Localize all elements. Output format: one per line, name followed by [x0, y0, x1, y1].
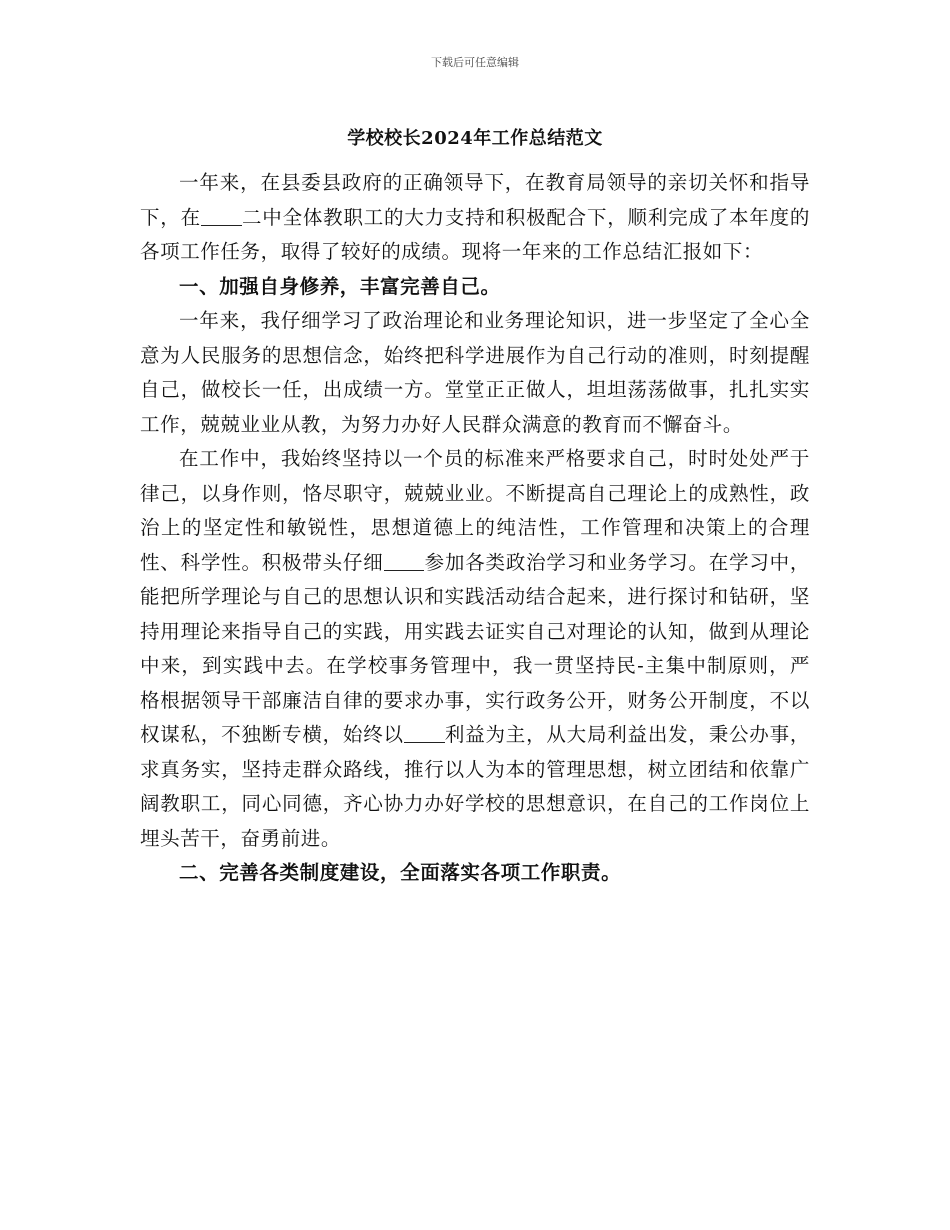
paragraph-intro-text-b: 二中全体教职工的大力支持和积极配合下，顺利完成了本年度的各项工作任务，取得了较好的成绩。现将一年来的工作总结汇报如下： [140, 205, 810, 263]
paragraph-work-conduct [140, 442, 810, 856]
document-title: 学校校长2024年工作总结范文 [347, 128, 603, 149]
document-body [140, 166, 810, 891]
blank-underline [384, 550, 425, 571]
paragraph-intro-text-a: 一年来，在县委县政府的正确领导下，在教育局领导的亲切关怀和指导下，在 [140, 171, 810, 229]
blank-underline [404, 723, 445, 744]
paragraph-self-cultivation: 一年来，我仔细学习了政治理论和业务理论知识，进一步坚定了全心全意为人民服务的思想信念，始终把科学进展作为自己行动的准则，时刻提醒自己，做校长一任，出成绩一方。堂堂正正做人，坦坦荡荡做事，扎扎实实工作，兢兢业业从教，为努力办好人民群众满意的教育而不懈奋斗。 [140, 309, 810, 436]
section-heading-1: 一、加强自身修养，丰富完善自己。 [179, 274, 501, 298]
paragraph-intro [140, 166, 810, 270]
paragraph-work-conduct-text-c: 利益为主，从大局利益出发，秉公办事，求真务实，坚持走群众路线，推行以人为本的管理思想，树立团结和依靠广阔教职工，同心同德，齐心协力办好学校的思想意识，在自己的工作岗位上埋头苦干，奋勇前进。 [140, 723, 810, 850]
blank-underline [201, 205, 242, 226]
paragraph-work-conduct-text-a: 在工作中，我始终坚持以一个员的标准来严格要求自己，时时处处严于律己，以身作则，恪尽职守，兢兢业业。不断提高自己理论上的成熟性，政治上的坚定性和敏锐性，思想道德上的纯洁性，工作管理和决策上的合理性、科学性。积极带头仔细 [140, 447, 810, 574]
section-heading-2: 二、完善各类制度建设，全面落实各项工作职责。 [179, 861, 622, 884]
header-note: 下载后可任意编辑 [431, 56, 519, 69]
paragraph-work-conduct-text-b: 参加各类政治学习和业务学习。在学习中，能把所学理论与自己的思想认识和实践活动结合起来，进行探讨和钻研，坚持用理论来指导自己的实践，用实践去证实自己对理论的认知，做到从理论中来，到实践中去。在学校事务管理中，我一贯坚持民-主集中制原则，严格根据领导干部廉洁自律的要求办事，实行政务公开，财务公开制度，不以权谋私，不独断专横，始终以 [140, 550, 811, 746]
